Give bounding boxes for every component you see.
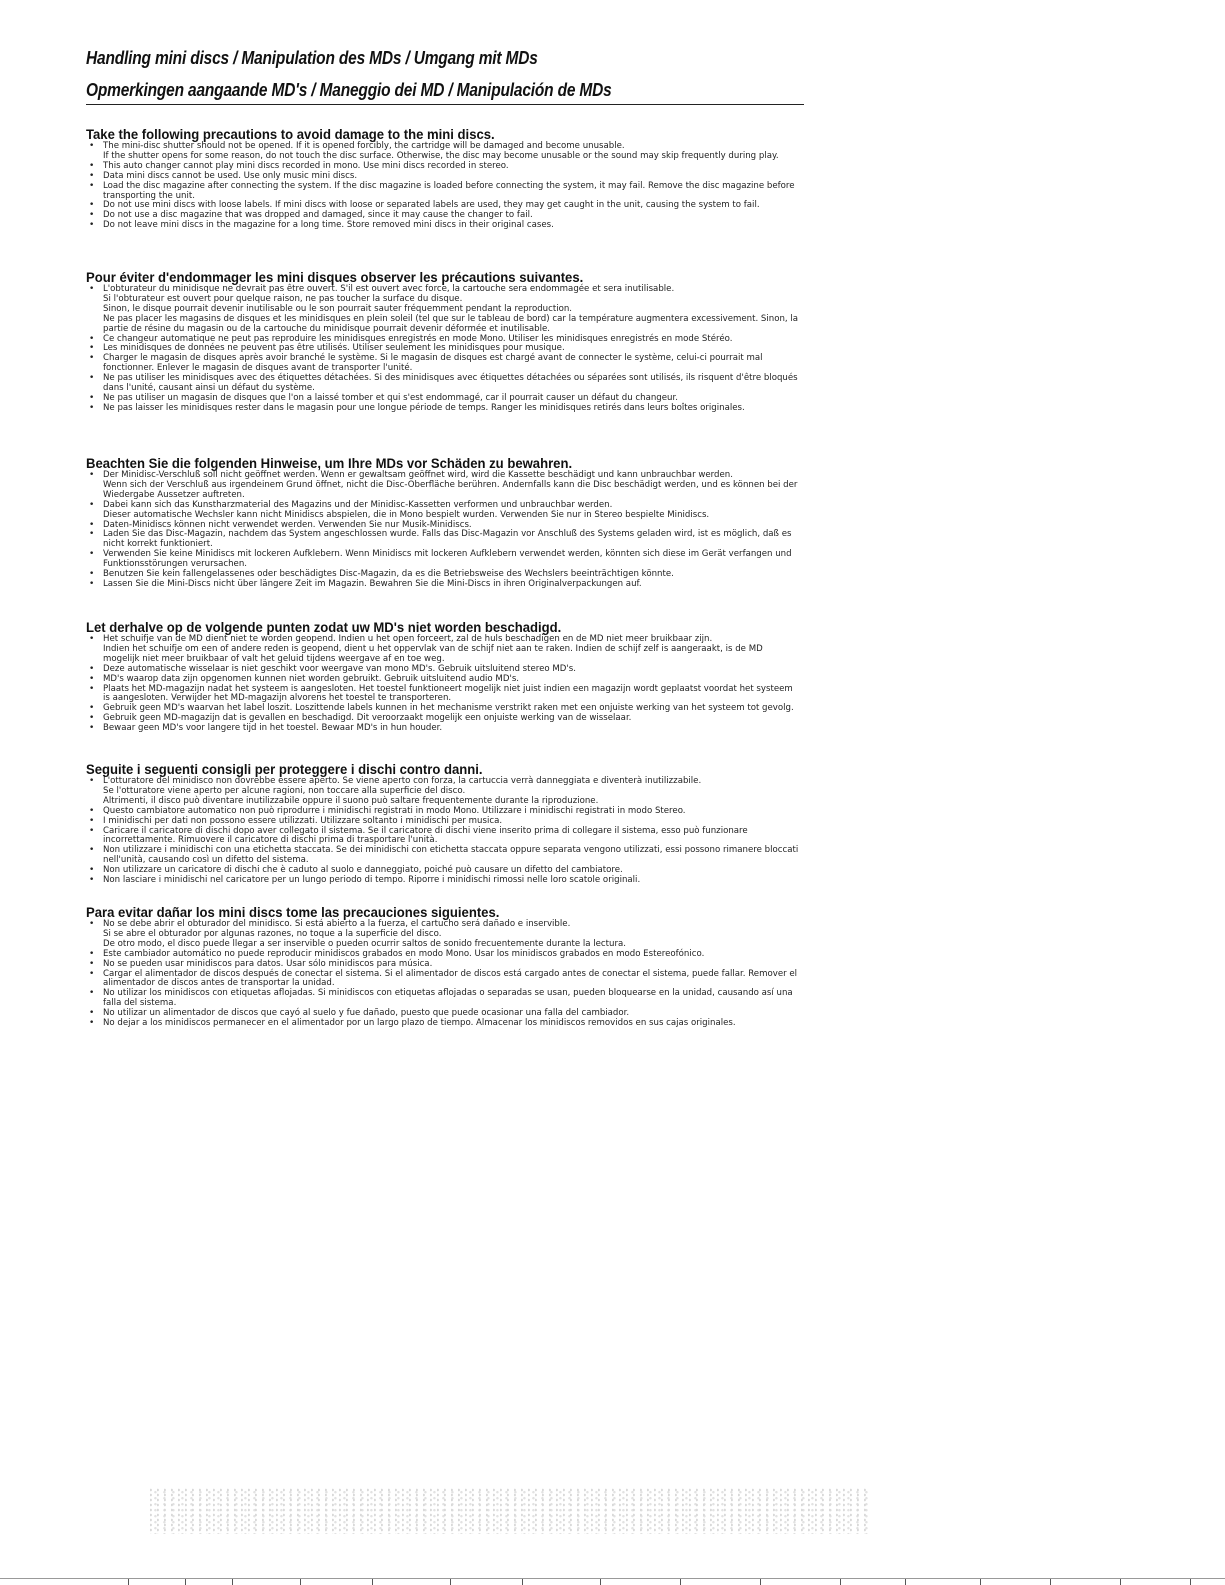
precaution-text: • No utilizar un alimentador de discos que cayó al suelo y fue dañado, puesto que puede ocasionar una falla del cambiador. bbox=[103, 1008, 630, 1019]
precaution-text: Ne pas placer les magasins de disques et les minidisques en plein soleil (tel que sur le tableau de bord) car la température augmentera excessivement. Sinon, la partie de résine du magasin ou de la cartouche du minidisque pourrait devenir déformée et inutilisable. bbox=[103, 313, 799, 334]
bottom-tick bbox=[980, 1579, 981, 1585]
section-spanish bbox=[86, 906, 801, 1029]
bottom-tick bbox=[840, 1579, 841, 1585]
precaution-item bbox=[86, 1019, 801, 1029]
precaution-text: • Het schuifje van de MD dient niet te worden geopend. Indien u het open forceert, zal de huls beschadigen en de MD niet meer bruikbaar zijn. bbox=[103, 634, 713, 644]
precaution-text: • Data mini discs cannot be used. Use only music mini discs. bbox=[103, 170, 358, 181]
precaution-text: • This auto changer cannot play mini discs recorded in mono. Use mini discs recorded in stereo. bbox=[103, 160, 509, 171]
precaution-text: • Bewaar geen MD's voor langere tijd in het toestel. Bewaar MD's in hun houder. bbox=[103, 723, 443, 734]
precaution-text: • Do not use a disc magazine that was dropped and damaged, since it may cause the changer to fail. bbox=[103, 210, 533, 221]
bottom-tick bbox=[300, 1579, 301, 1585]
section-heading: Let derhalve op de volgende punten zodat uw MD's niet worden beschadigd. bbox=[86, 620, 562, 635]
precaution-item bbox=[86, 827, 801, 847]
bottom-tick bbox=[1120, 1579, 1121, 1585]
bottom-edge-line bbox=[0, 1578, 1225, 1579]
precaution-text: • Este cambiador automático no puede reproducir minidiscos grabados en modo Mono. Usar los minidiscos grabados en modo Estereofónico. bbox=[103, 948, 705, 959]
precaution-text: • L'otturatore del minidisco non dovrebbe essere aperto. Se viene aperto con forza, la cartuccia verrà danneggiata e diventerà inutilizzabile. bbox=[103, 776, 702, 786]
bottom-tick bbox=[450, 1579, 451, 1585]
precaution-text: • Verwenden Sie keine Minidiscs mit lockeren Aufklebern. Wenn Minidiscs mit lockeren Aufklebern verwendet werden, könnten sich diese im Gerät verfangen und Funktionsstörungen verursachen. bbox=[103, 549, 792, 570]
precaution-text: Dieser automatische Wechsler kann nicht Minidiscs abspielen, die in Mono bespielt wurden. Verwenden Sie nur in Stereo bespielte Minidiscs. bbox=[103, 509, 710, 520]
section-heading: Beachten Sie die folgenden Hinweise, um Ihre MDs vor Schäden zu bewahren. bbox=[86, 456, 573, 471]
bottom-tick bbox=[760, 1579, 761, 1585]
bottom-tick bbox=[905, 1579, 906, 1585]
precaution-item bbox=[86, 989, 801, 1009]
bottom-tick bbox=[1190, 1579, 1191, 1585]
precaution-text: Sinon, le disque pourrait devenir inutilisable ou le son pourrait sauter fréquemment pendant la reproduction. bbox=[103, 303, 573, 314]
precaution-item bbox=[86, 182, 801, 202]
precaution-text: • Gebruik geen MD's waarvan het label loszit. Loszittende labels kunnen in het mechanisme verstrikt raken met een onjuiste werking van het systeem tot gevolg. bbox=[103, 703, 794, 714]
precaution-list bbox=[86, 285, 801, 414]
precaution-text: • Caricare il caricatore di dischi dopo aver collegato il sistema. Se il caricatore di dischi viene inserito prima di collegare il sistema, esso può funzionare incorrettamente. Rimuovere il caricatore di dischi prima di trasportare l'unità. bbox=[103, 825, 748, 846]
header-rule bbox=[86, 104, 804, 105]
precaution-text: • Ce changeur automatique ne peut pas reproduire les minidisques enregistrés en mode Mono. Utiliser les minidisques enregistrés en mode Stéréo. bbox=[103, 333, 733, 344]
precaution-text: • Non lasciare i minidischi nel caricatore per un lungo periodo di tempo. Riporre i minidischi rimossi nelle loro scatole originali. bbox=[103, 875, 641, 886]
precaution-text: • Non utilizzare un caricatore di dischi che è caduto al suolo e danneggiato, poiché può causare un difetto del cambiatore. bbox=[103, 865, 623, 876]
section-heading: Para evitar dañar los mini discs tome las precauciones siguientes. bbox=[86, 905, 500, 920]
precaution-item bbox=[86, 354, 801, 374]
precaution-text: • Der Minidisc-Verschluß soll nicht geöffnet werden. Wenn er gewaltsam geöffnet wird, wird die Kassette beschädigt und kann unbrauchbar werden. bbox=[103, 470, 733, 480]
precaution-text: • No se pueden usar minidiscos para datos. Usar sólo minidiscos para música. bbox=[103, 958, 433, 969]
precaution-text: De otro modo, el disco puede llegar a ser inservible o pueden ocurrir saltos de sonido frecuentemente durante la lectura. bbox=[103, 938, 626, 949]
precaution-text: • Ne pas utiliser un magasin de disques que l'on a laissé tomber et qui s'est endommagé, car il pourrait causer un défaut du changeur. bbox=[103, 392, 678, 403]
precaution-text: • Lassen Sie die Mini-Discs nicht über längere Zeit im Magazin. Bewahren Sie die Mini-Discs in ihren Originalverpackungen auf. bbox=[103, 578, 642, 589]
precaution-item bbox=[86, 285, 801, 335]
precaution-item bbox=[86, 550, 801, 570]
precaution-text: • Do not leave mini discs in the magazine for a long time. Store removed mini discs in their original cases. bbox=[103, 220, 554, 231]
bottom-tick bbox=[1050, 1579, 1051, 1585]
precaution-item bbox=[86, 580, 801, 590]
precaution-text: • L'obturateur du minidisque ne devrait pas être ouvert. S'il est ouvert avec force, la cartouche sera endommagée et sera inutilisable. bbox=[103, 284, 675, 294]
precaution-text: • Plaats het MD-magazijn nadat het systeem is aangesloten. Het toestel funktioneert mogelijk niet juist indien een magazijn wordt geplaatst voordat het systeem is aangesloten. Verwijder het MD-magazijn alvorens het toestel te transporteren. bbox=[103, 683, 793, 704]
precaution-text: • Ne pas utiliser les minidisques avec des étiquettes détachées. Si des minidisques avec étiquettes détachées ou séparées sont utilisés, ils risquent d'être bloqués dans l'unité, causant ainsi un défaut du système. bbox=[103, 373, 798, 394]
precaution-text: Si se abre el obturador por algunas razones, no toque a la superficie del disco. bbox=[103, 928, 442, 939]
section-heading: Seguite i seguenti consigli per proteggere i dischi contro danni. bbox=[86, 762, 483, 777]
precaution-text: • Load the disc magazine after connecting the system. If the disc magazine is loaded before connecting the system, it may fail. Remove the disc magazine before transporting the unit. bbox=[103, 180, 795, 201]
precaution-item bbox=[86, 685, 801, 705]
bottom-tick bbox=[185, 1579, 186, 1585]
precaution-text: • Dabei kann sich das Kunstharzmaterial des Magazins und der Minidisc-Kassetten verformen und unbrauchbar werden. bbox=[103, 499, 613, 510]
precaution-list bbox=[86, 635, 801, 734]
scan-noise-band bbox=[150, 1488, 870, 1534]
precaution-text: • Questo cambiatore automatico non può riprodurre i minidischi registrati in modo Mono. Utilizzare i minidischi registrati in modo Stereo. bbox=[103, 805, 686, 816]
precaution-text: • No utilizar los minidiscos con etiquetas aflojadas. Si minidiscos con etiquetas aflojadas o separadas se usan, pueden bloquearse en la unidad, causando así una falla del sistema. bbox=[103, 988, 793, 1009]
precaution-item bbox=[86, 920, 801, 950]
precaution-item bbox=[86, 142, 801, 162]
bottom-tick bbox=[232, 1579, 233, 1585]
section-french bbox=[86, 271, 801, 414]
precaution-item bbox=[86, 724, 801, 734]
precaution-text: • Do not use mini discs with loose labels. If mini discs with loose or separated labels are used, they may get caught in the unit, causing the system to fail. bbox=[103, 200, 760, 211]
section-heading: Pour éviter d'endommager les mini disques observer les précautions suivantes. bbox=[86, 270, 584, 285]
precaution-text: Indien het schuifje om een of andere reden is geopend, dient u het oppervlak van de schijf niet aan te raken. Indien de schijf zelf is aangeraakt, is de MD mogelijk niet meer bruikbaar of valt het geluid tijdens weergave af en toe weg. bbox=[103, 643, 763, 664]
precaution-text: • The mini-disc shutter should not be opened. If it is opened forcibly, the cartridge will be damaged and become unusable. bbox=[103, 141, 625, 151]
precaution-text: • Les minidisques de données ne peuvent pas être utilisés. Utiliser seulement les minidisques pour musique. bbox=[103, 343, 565, 354]
precaution-item bbox=[86, 777, 801, 807]
precaution-list bbox=[86, 142, 801, 231]
precaution-text: • I minidischi per dati non possono essere utilizzati. Utilizzare soltanto i minidischi per musica. bbox=[103, 815, 503, 826]
precaution-text: • No dejar a los minidiscos permanecer en el alimentador por un largo plazo de tiempo. Almacenar los minidiscos removidos en sus cajas originales. bbox=[103, 1018, 736, 1029]
bottom-tick bbox=[522, 1579, 523, 1585]
precaution-item bbox=[86, 501, 801, 521]
precaution-text: • MD's waarop data zijn opgenomen kunnen niet worden gebruikt. Gebruik uitsluitend audio MD's. bbox=[103, 673, 520, 684]
precaution-text: • Cargar el alimentador de discos después de conectar el sistema. Si el alimentador de discos está cargado antes de conectar el sistema, puede fallar. Remover el alimentador de discos antes de transportar la unidad. bbox=[103, 968, 798, 989]
precaution-text: Si l'obturateur est ouvert pour quelque raison, ne pas toucher la surface du disque. bbox=[103, 293, 463, 304]
precaution-list bbox=[86, 920, 801, 1029]
section-english bbox=[86, 128, 801, 231]
precaution-item bbox=[86, 530, 801, 550]
precaution-list bbox=[86, 471, 801, 590]
section-german bbox=[86, 457, 801, 590]
precaution-item bbox=[86, 374, 801, 394]
precaution-text: Altrimenti, il disco può diventare inutilizzabile oppure il suono può saltare frequentemente durante la riproduzione. bbox=[103, 795, 599, 806]
precaution-item bbox=[86, 471, 801, 501]
bottom-tick bbox=[680, 1579, 681, 1585]
precaution-item bbox=[86, 970, 801, 990]
precaution-text: • Ne pas laisser les minidisques rester dans le magasin pour une longue période de temps. Ranger les minidisques retirés dans leurs boîtes originales. bbox=[103, 402, 745, 413]
page-title-line-1: Handling mini discs / Manipulation des MDs / Umgang mit MDs bbox=[86, 48, 538, 68]
section-italian bbox=[86, 763, 801, 886]
precaution-text: • Laden Sie das Disc-Magazin, nachdem das System angeschlossen wurde. Falls das Disc-Magazin vor Anschluß des Systems geladen wird, ist es möglich, daß es nicht korrekt funktioniert. bbox=[103, 529, 792, 550]
section-heading: Take the following precautions to avoid damage to the mini discs. bbox=[86, 127, 495, 142]
precaution-text: Wenn sich der Verschluß aus irgendeinem Grund öffnet, nicht die Disc-Oberfläche berühren. Andernfalls kann die Disc beschädigt werden, und es können bei der Wiedergabe Aussetzer auftreten. bbox=[103, 479, 798, 500]
bottom-tick bbox=[128, 1579, 129, 1585]
precaution-item bbox=[86, 635, 801, 665]
section-dutch bbox=[86, 621, 801, 734]
precaution-text: If the shutter opens for some reason, do not touch the disc surface. Otherwise, the disc may become unusable or the sound may skip frequently during play. bbox=[103, 150, 779, 161]
precaution-text: • Benutzen Sie kein fallengelassenes oder beschädigtes Disc-Magazin, da es die Betriebsweise des Wechslers beeinträchtigen könnte. bbox=[103, 569, 674, 580]
bottom-tick bbox=[372, 1579, 373, 1585]
precaution-text: • Non utilizzare i minidischi con una etichetta staccata. Se dei minidischi con etichetta staccata oppure separata vengono utilizzati, essi possono rimanere bloccati nell'unità, causando così un difetto del sistema. bbox=[103, 845, 799, 866]
precaution-list bbox=[86, 777, 801, 886]
bottom-tick bbox=[600, 1579, 601, 1585]
precaution-item bbox=[86, 404, 801, 414]
precaution-item bbox=[86, 876, 801, 886]
precaution-item bbox=[86, 846, 801, 866]
precaution-text: • Deze automatische wisselaar is niet geschikt voor weergave van mono MD's. Gebruik uitsluitend stereo MD's. bbox=[103, 663, 576, 674]
precaution-text: • Gebruik geen MD-magazijn dat is gevallen en beschadigd. Dit veroorzaakt mogelijk een onjuiste werking van de wisselaar. bbox=[103, 713, 632, 724]
precaution-item bbox=[86, 221, 801, 231]
page-title-line-2: Opmerkingen aangaande MD's / Maneggio dei MD / Manipulación de MDs bbox=[86, 80, 612, 100]
precaution-text: • Charger le magasin de disques après avoir branché le système. Si le magasin de disques est chargé avant de connecter le système, celui-ci pourrait mal fonctionner. Enlever le magasin de disques avant de transporter l'unité. bbox=[103, 353, 763, 374]
precaution-text: • No se debe abrir el obturador del minidisco. Si está abierto a la fuerza, el cartucho será dañado e inservible. bbox=[103, 919, 571, 929]
precaution-text: Se l'otturatore viene aperto per alcune ragioni, non toccare alla superficie del disco. bbox=[103, 785, 466, 796]
precaution-text: • Daten-Minidiscs können nicht verwendet werden. Verwenden Sie nur Musik-Minidiscs. bbox=[103, 519, 472, 530]
